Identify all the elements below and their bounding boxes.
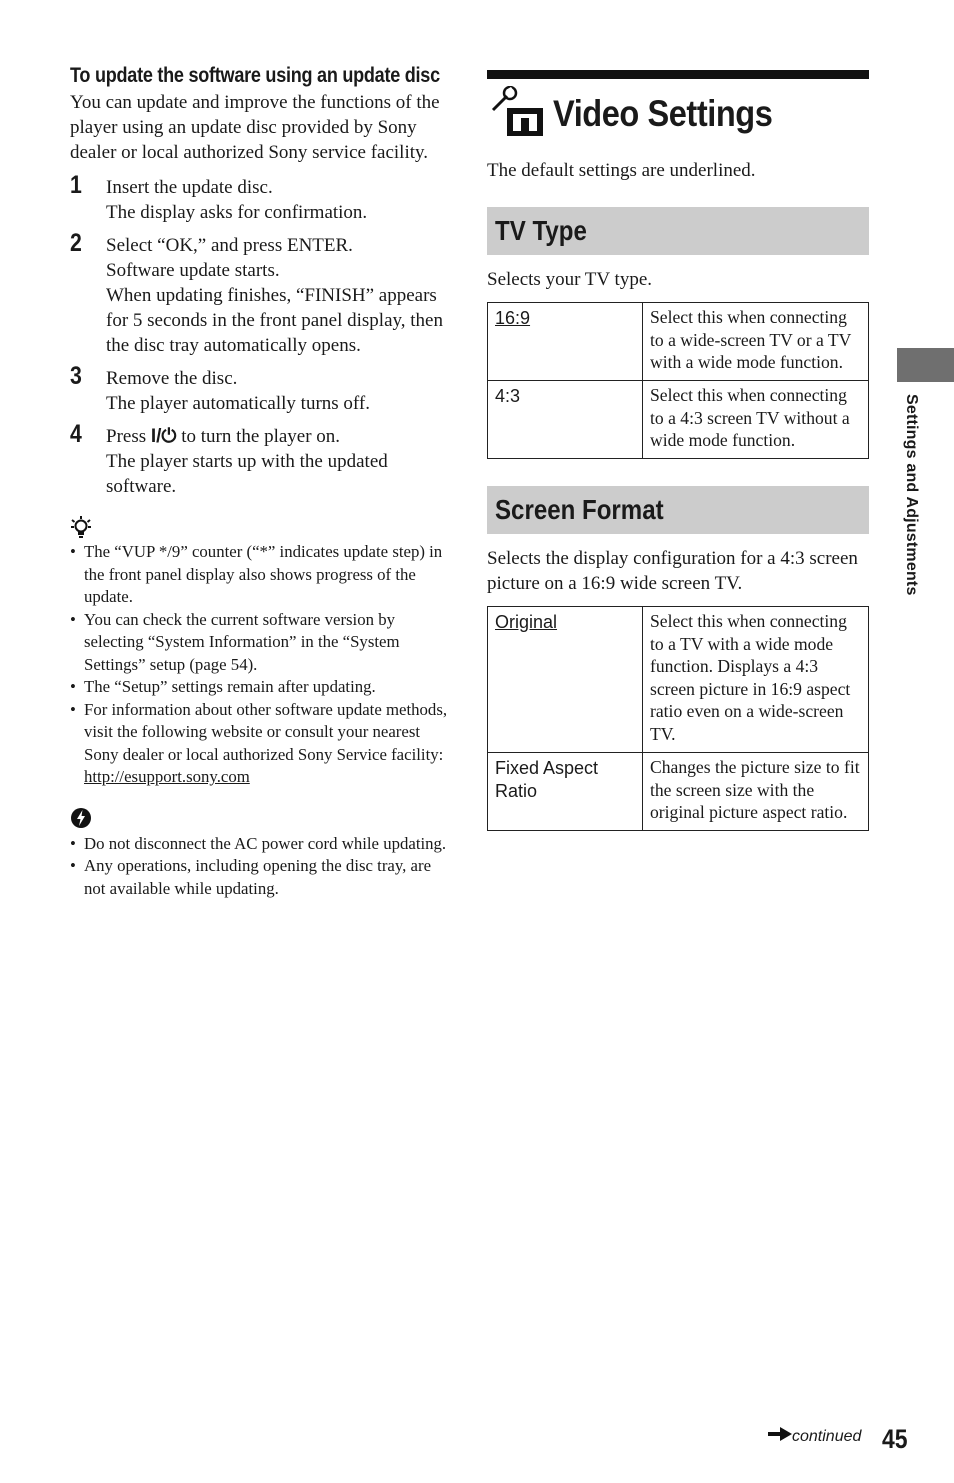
page-number: 45 (882, 1424, 908, 1454)
tv-type-table (487, 302, 869, 459)
title-rule (487, 70, 869, 79)
table-row (488, 607, 869, 753)
support-link[interactable]: http://esupport.sony.com (84, 767, 250, 786)
section-title-row (487, 79, 869, 149)
tip-bulb-icon (70, 515, 450, 541)
tips-list (70, 541, 450, 789)
tv-type-header (487, 207, 869, 255)
default-option: Original (495, 612, 558, 632)
option-desc: Changes the picture size to fit the screen size with the original picture aspect ratio. (643, 753, 869, 831)
option-key (488, 607, 643, 753)
option-desc: Select this when connecting to a TV with a wide mode function. Displays a 4:3 screen picture in 16:9 aspect ratio even on a wide-screen TV. (643, 607, 869, 753)
step-1 (70, 171, 450, 225)
step-text: Software update starts. (106, 260, 280, 281)
table-row (488, 381, 869, 459)
default-option: 16:9 (495, 308, 531, 328)
option-desc: Select this when connecting to a wide-screen TV or a TV with a wide mode function. (643, 303, 869, 381)
table-row (488, 753, 869, 831)
caution-item: • Do not disconnect the AC power cord while updating. (70, 833, 450, 856)
right-column (487, 70, 869, 831)
option-key: 4:3 (488, 381, 643, 459)
cautions-list (70, 833, 450, 901)
continued-text: continued (792, 1427, 862, 1445)
option-key (488, 303, 643, 381)
step-text: When updating finishes, “FINISH” appears for 5 seconds in the front panel display, then the disc tray automatically opens. (106, 285, 443, 356)
screen-format-title: Screen Format (495, 494, 664, 525)
step-text: Select “OK,” and press ENTER. (106, 235, 353, 256)
tv-type-title: TV Type (495, 215, 587, 246)
step-3 (70, 362, 450, 416)
video-settings-icon (487, 86, 545, 143)
chapter-tab (897, 348, 954, 382)
option-key: Fixed Aspect Ratio (488, 753, 643, 831)
caution-item: • Any operations, including opening the disc tray, are not available while updating. (70, 855, 450, 900)
option-desc: Select this when connecting to a 4:3 screen TV without a wide mode function. (643, 381, 869, 459)
tip-item (70, 699, 450, 789)
screen-format-desc: Selects the display configuration for a 4:3 screen picture on a 16:9 wide screen TV. (487, 548, 858, 594)
tip-text: For information about other software update methods, visit the following website or consult your nearest Sony dealer or local authorized Sony Service facility: (84, 699, 448, 764)
step-text: Remove the disc. (106, 368, 238, 389)
step-text: The player automatically turns off. (106, 393, 370, 414)
page-title: Video Settings (553, 93, 773, 134)
step-text: The display asks for confirmation. (106, 202, 368, 223)
arrow-right-icon (768, 1427, 792, 1446)
chapter-label: Settings and Adjustments (903, 394, 920, 596)
step-text: The player starts up with the updated software. (106, 451, 388, 497)
power-icon: I/⏻ (150, 426, 177, 447)
screen-format-header (487, 486, 869, 534)
step-number: 1 (70, 171, 82, 199)
step-4 (70, 420, 450, 499)
caution-icon (70, 807, 450, 833)
step-number: 4 (70, 420, 82, 448)
step-2 (70, 229, 450, 358)
step-number: 3 (70, 362, 82, 390)
update-intro: You can update and improve the functions of the player using an update disc provided by Sony dealer or local authorized Sony service facility. (70, 92, 440, 163)
table-row (488, 303, 869, 381)
press-after: to turn the player on. (181, 426, 341, 447)
tip-item: • You can check the current software version by selecting “System Information” in the “System Settings” setup (page 54). (70, 609, 450, 677)
default-note: The default settings are underlined. (487, 160, 756, 181)
screen-format-table (487, 606, 869, 831)
step-number: 2 (70, 229, 82, 257)
update-disc-heading: To update the software using an update disc (70, 64, 440, 87)
step-text (106, 424, 450, 449)
step-text: Insert the update disc. (106, 177, 273, 198)
tip-item: • The “VUP */9” counter (“*” indicates update step) in the front panel display also shows progress of the update. (70, 541, 450, 609)
tip-item: • The “Setup” settings remain after updating. (70, 676, 450, 699)
tv-type-desc: Selects your TV type. (487, 269, 652, 290)
press-label: Press (106, 426, 147, 447)
left-column (70, 62, 450, 900)
continued-note (768, 1427, 861, 1446)
